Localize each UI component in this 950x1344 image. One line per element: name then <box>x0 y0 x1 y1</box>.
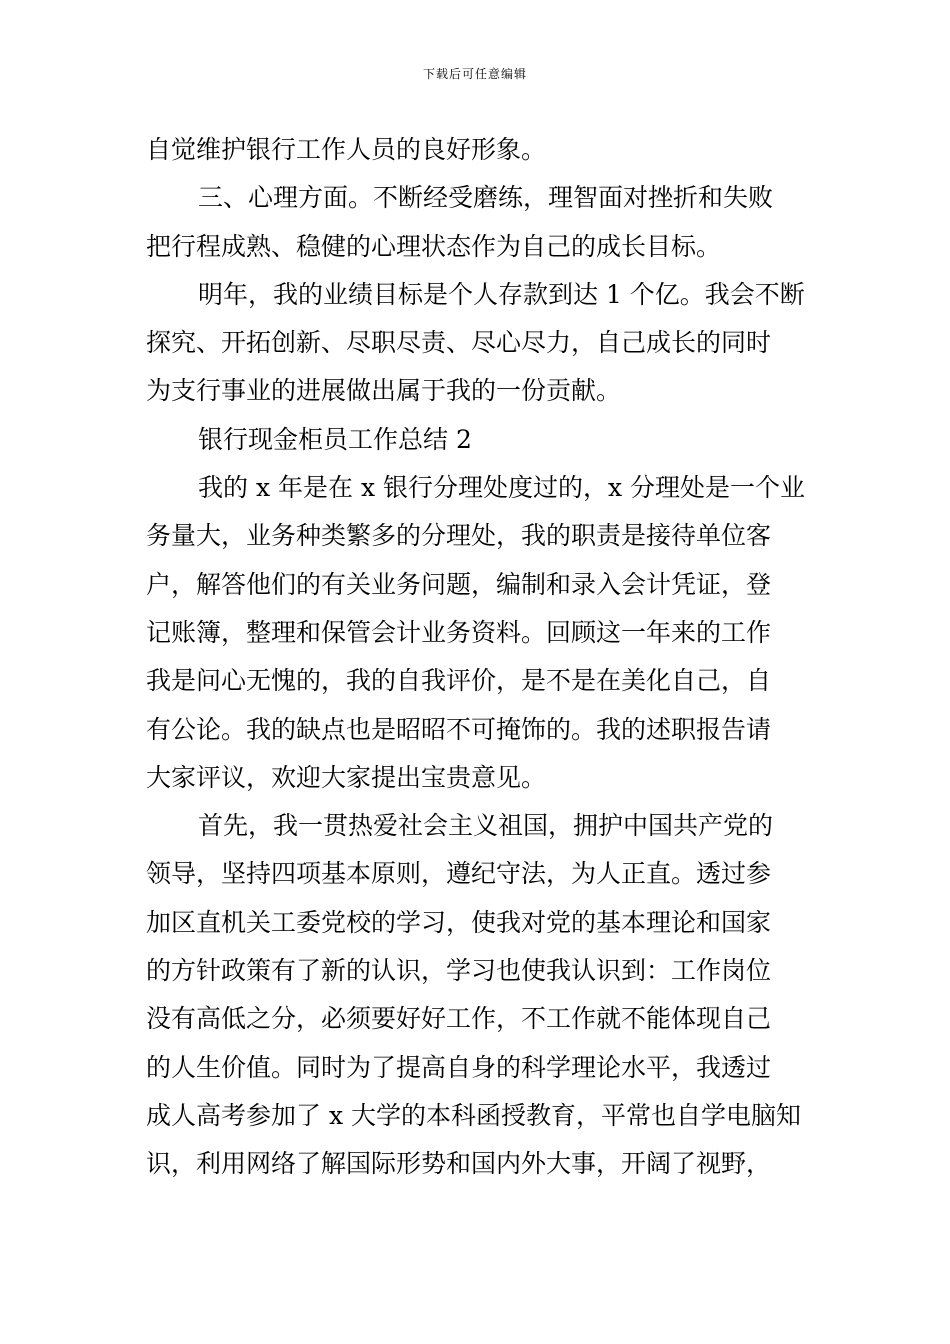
text-line: 大家评议，欢迎大家提出宝贵意见。 <box>146 762 547 792</box>
text-line: 成人高考参加了 x 大学的本科函授教育，平常也自学电脑知 <box>146 1100 801 1130</box>
text-line: 自觉维护银行工作人员的良好形象。 <box>146 135 547 164</box>
text-line: 明年，我的业绩目标是个人存款到达 1 个亿。我会不断 <box>198 279 805 309</box>
text-line: 有公论。我的缺点也是昭昭不可掩饰的。我的述职报告请 <box>146 714 772 744</box>
text-line: 的方针政策有了新的认识，学习也使我认识到：工作岗位 <box>146 956 772 986</box>
section-heading: 银行现金柜员工作总结 2 <box>198 424 472 454</box>
text-line: 加区直机关工委党校的学习，使我对党的基本理论和国家 <box>146 907 772 937</box>
document-body <box>146 126 808 1189</box>
text-line: 我是问心无愧的，我的自我评价，是不是在美化自己，自 <box>146 666 772 696</box>
text-line: 探究、开拓创新、尽职尽责、尽心尽力，自己成长的同时 <box>146 328 772 358</box>
text-line: 三、心理方面。不断经受磨练，理智面对挫折和失败 <box>198 183 774 213</box>
text-line: 识，利用网络了解国际形势和国内外大事，开阔了视野， <box>146 1149 772 1179</box>
text-line: 为支行事业的进展做出属于我的一份贡献。 <box>146 376 622 406</box>
page-header: 下载后可任意编辑 <box>422 67 527 81</box>
text-line: 领导，坚持四项基本原则，遵纪守法，为人正直。透过参 <box>146 859 772 889</box>
text-line: 我的 x 年是在 x 银行分理处度过的，x 分理处是一个业 <box>198 473 806 503</box>
text-line: 首先，我一贯热爱社会主义祖国，拥护中国共产党的 <box>198 811 774 841</box>
text-line: 记账簿，整理和保管会计业务资料。回顾这一年来的工作 <box>146 617 772 647</box>
text-line: 的人生价值。同时为了提高自身的科学理论水平，我透过 <box>146 1052 772 1082</box>
text-line: 把行程成熟、稳健的心理状态作为自己的成长目标。 <box>146 231 722 261</box>
text-line: 户，解答他们的有关业务问题，编制和录入会计凭证，登 <box>146 569 772 599</box>
text-line: 没有高低之分，必须要好好工作，不工作就不能体现自己 <box>146 1004 772 1034</box>
text-line: 务量大，业务种类繁多的分理处，我的职责是接待单位客 <box>146 521 772 551</box>
